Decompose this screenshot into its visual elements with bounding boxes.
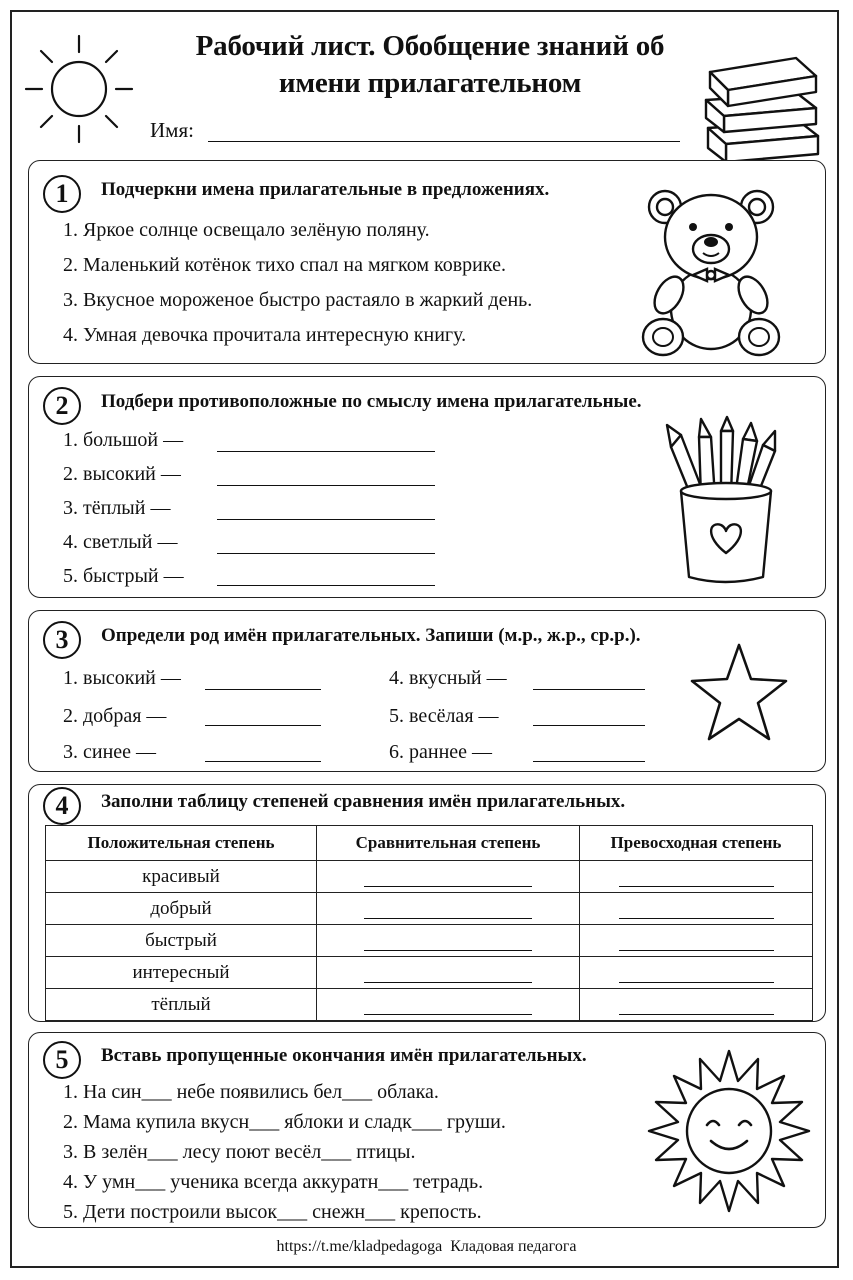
- task-5-item: 5. Дети построили высок___ снежн___ крепость.: [63, 1201, 482, 1223]
- task-3-item: 4. вкусный —: [389, 667, 507, 689]
- task-2-section: [28, 376, 826, 598]
- answer-line[interactable]: [205, 761, 321, 762]
- table-cell-answer[interactable]: [580, 957, 813, 989]
- footer-link[interactable]: https://t.me/kladpedagoga: [276, 1238, 443, 1255]
- task-3-title: Определи род имён прилагательных. Запиши (м.р., ж.р., ср.р.).: [101, 625, 641, 646]
- answer-line[interactable]: [217, 519, 435, 520]
- table-row: [46, 989, 813, 1021]
- table-header: Превосходная степень: [580, 826, 813, 861]
- task-2-item: 4. светлый —: [63, 531, 178, 553]
- table-cell-answer[interactable]: [317, 861, 580, 893]
- task-4-title: Заполни таблицу степеней сравнения имён прилагательных.: [101, 791, 626, 812]
- table-header: Положительная степень: [46, 826, 317, 861]
- task-5-title: Вставь пропущенные окончания имён прилагательных.: [101, 1045, 587, 1066]
- table-cell-answer[interactable]: [317, 893, 580, 925]
- smiling-sun-icon: [645, 1047, 813, 1215]
- task-2-item: 3. тёплый —: [63, 497, 171, 519]
- table-cell-word: добрый: [46, 893, 317, 925]
- star-icon: [689, 641, 789, 747]
- task-2-item: 2. высокий —: [63, 463, 181, 485]
- table-row: [46, 893, 813, 925]
- table-cell-word: интересный: [46, 957, 317, 989]
- task-1-section: [28, 160, 826, 364]
- answer-line[interactable]: [217, 485, 435, 486]
- task-2-number: 2: [43, 387, 81, 425]
- table-cell-answer[interactable]: [580, 925, 813, 957]
- task-1-item: 4. Умная девочка прочитала интересную книгу.: [63, 324, 467, 346]
- task-5-section: [28, 1032, 826, 1228]
- table-cell-answer[interactable]: [580, 893, 813, 925]
- task-2-item: 1. большой —: [63, 429, 184, 451]
- task-4-section: [28, 784, 826, 1022]
- table-cell-word: тёплый: [46, 989, 317, 1021]
- task-4-number: 4: [43, 787, 81, 825]
- task-3-number: 3: [43, 621, 81, 659]
- title-line-1: Рабочий лист. Обобщение знаний об: [195, 30, 665, 62]
- task-5-number: 5: [43, 1041, 81, 1079]
- table-cell-answer[interactable]: [317, 957, 580, 989]
- task-1-title: Подчеркни имена прилагательные в предложениях.: [101, 179, 550, 200]
- task-3-section: [28, 610, 826, 772]
- answer-line[interactable]: [533, 725, 645, 726]
- task-1-number: 1: [43, 175, 81, 213]
- answer-line[interactable]: [205, 725, 321, 726]
- footer-text: Кладовая педагога: [450, 1238, 577, 1255]
- name-label: Имя:: [150, 118, 194, 142]
- task-1-item: 3. Вкусное мороженое быстро растаяло в жаркий день.: [63, 289, 533, 311]
- page-title: [160, 28, 700, 102]
- table-cell-word: красивый: [46, 861, 317, 893]
- answer-line[interactable]: [533, 689, 645, 690]
- task-3-item: 6. раннее —: [389, 741, 493, 763]
- task-3-item: 5. весёлая —: [389, 705, 499, 727]
- task-3-item: 1. высокий —: [63, 667, 181, 689]
- task-5-item: 3. В зелён___ лесу поют весёл___ птицы.: [63, 1141, 416, 1163]
- task-5-item: 2. Мама купила вкусн___ яблоки и сладк___ груши.: [63, 1111, 506, 1133]
- answer-line[interactable]: [217, 585, 435, 586]
- footer: [0, 1238, 853, 1256]
- sun-icon: [22, 32, 137, 147]
- name-input-line[interactable]: [208, 141, 680, 142]
- table-cell-word: быстрый: [46, 925, 317, 957]
- table-cell-answer[interactable]: [580, 989, 813, 1021]
- comparison-table: [45, 825, 813, 1021]
- table-header: Сравнительная степень: [317, 826, 580, 861]
- table-cell-answer[interactable]: [580, 861, 813, 893]
- answer-line[interactable]: [533, 761, 645, 762]
- task-3-item: 3. синее —: [63, 741, 157, 763]
- table-row: [46, 957, 813, 989]
- answer-line[interactable]: [217, 553, 435, 554]
- task-2-title: Подбери противоположные по смыслу имена прилагательные.: [101, 391, 642, 412]
- title-line-2: имени прилагательном: [278, 67, 582, 99]
- answer-line[interactable]: [217, 451, 435, 452]
- task-5-item: 1. На син___ небе появились бел___ облака.: [63, 1081, 439, 1103]
- books-icon: [700, 52, 830, 164]
- table-cell-answer[interactable]: [317, 925, 580, 957]
- table-cell-answer[interactable]: [317, 989, 580, 1021]
- answer-line[interactable]: [205, 689, 321, 690]
- task-2-item: 5. быстрый —: [63, 565, 184, 587]
- teddy-bear-icon: [641, 187, 781, 359]
- task-1-item: 1. Яркое солнце освещало зелёную поляну.: [63, 219, 430, 241]
- task-5-item: 4. У умн___ ученика всегда аккуратн___ тетрадь.: [63, 1171, 484, 1193]
- table-row: [46, 925, 813, 957]
- pencil-cup-icon: [665, 417, 785, 589]
- task-3-item: 2. добрая —: [63, 705, 167, 727]
- task-1-item: 2. Маленький котёнок тихо спал на мягком коврике.: [63, 254, 506, 276]
- table-row: [46, 861, 813, 893]
